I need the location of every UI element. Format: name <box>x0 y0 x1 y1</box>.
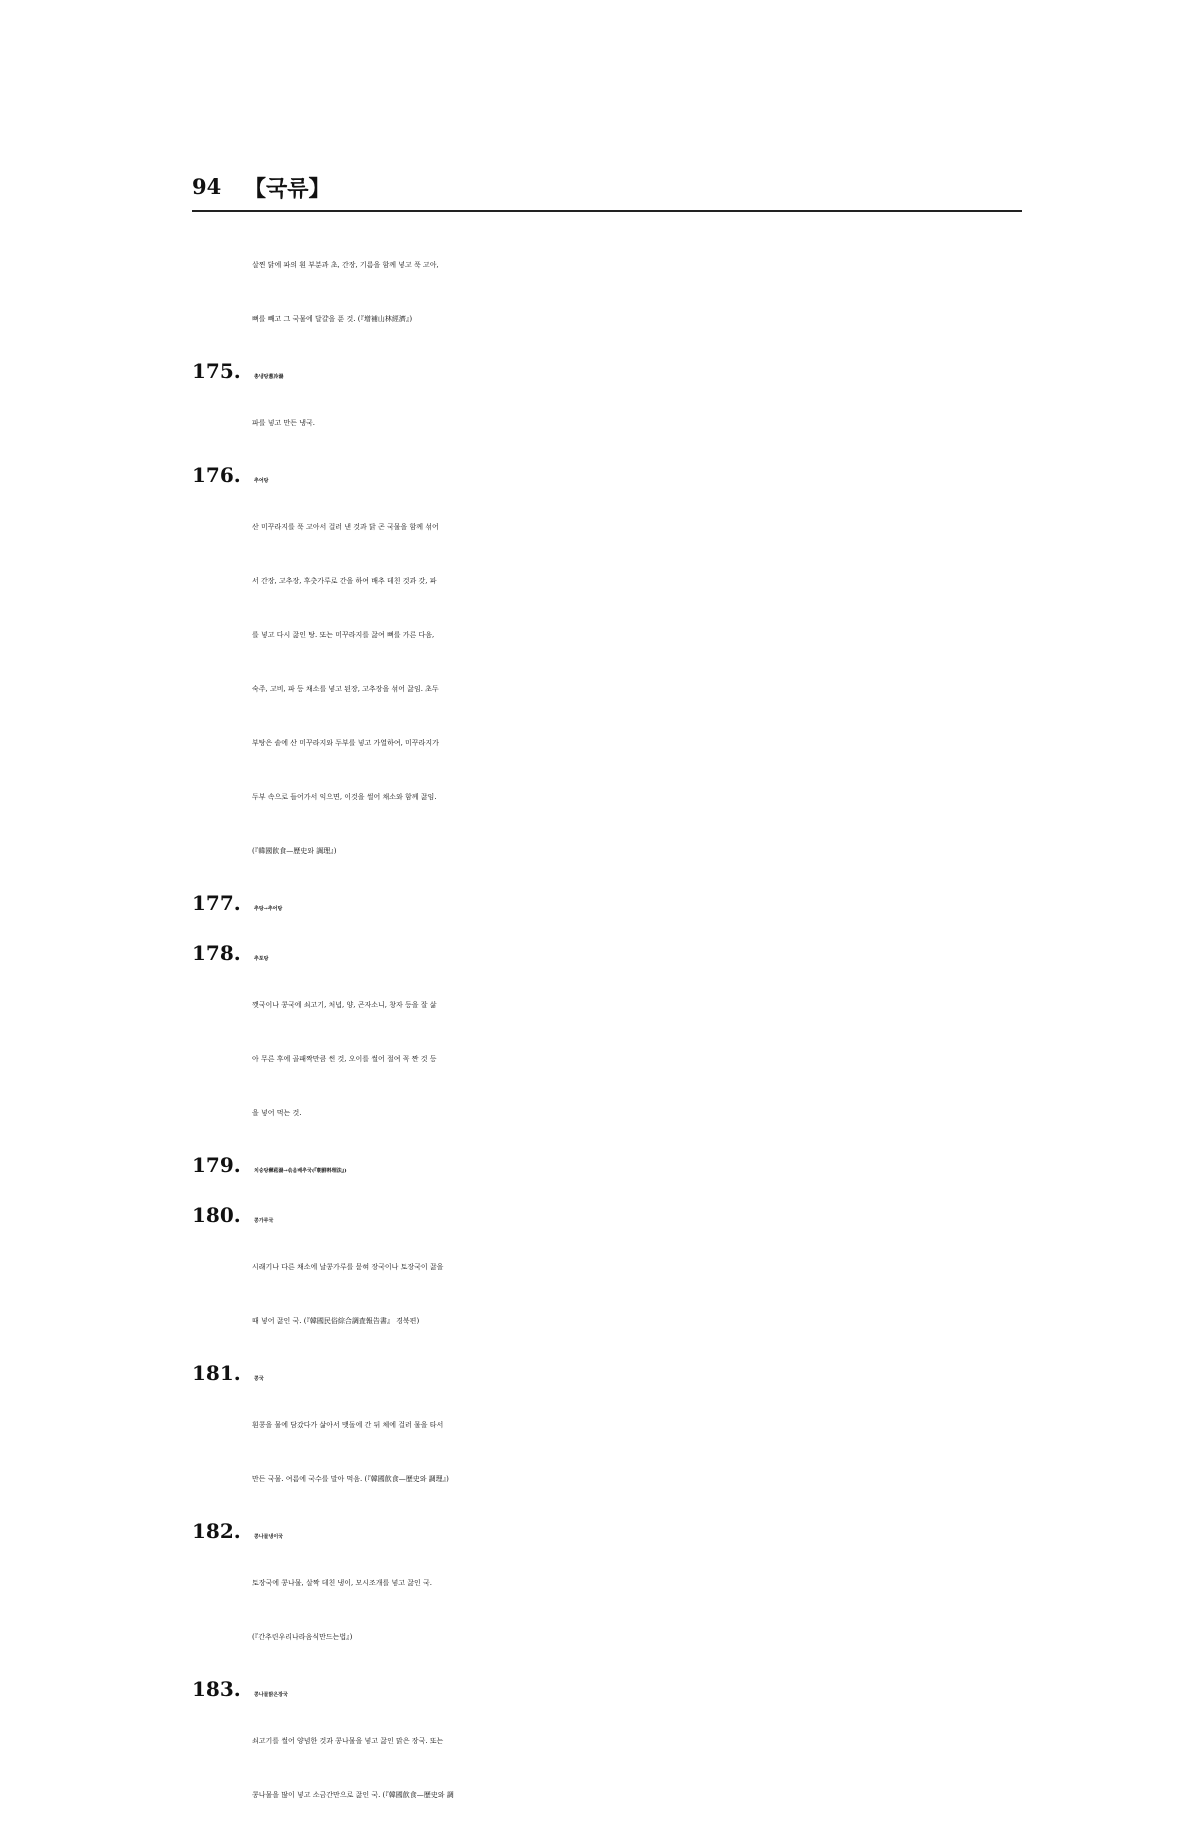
body-text-line: (『간추린우리나라음식만드는법』) <box>252 1633 353 1641</box>
entry-heading <box>192 878 1032 928</box>
body-text-line: 콩나물을 많이 넣고 소금간만으로 끓인 국. (『韓國飮食—歷史와 調 <box>252 1791 454 1799</box>
body-text-line: 살찐 닭에 파의 흰 부분과 초, 간장, 기름을 함께 넣고 푹 고아, <box>252 261 439 269</box>
entry-heading <box>192 1348 1032 1398</box>
entry-number: 177. <box>192 891 241 915</box>
entry-title: 추어탕 <box>254 478 269 484</box>
entry-heading <box>192 1190 1032 1240</box>
body-text-line: 파를 넣고 만든 냉국. <box>252 419 315 427</box>
body-text-line: 시래기나 다른 채소에 날콩가루를 묻혀 장국이나 토장국이 끓을 <box>252 1263 444 1271</box>
body-text-line: 흰콩을 물에 담갔다가 삶아서 맷돌에 간 뒤 체에 걸러 물을 타서 <box>252 1421 444 1429</box>
body-text-line: 두부 속으로 들어가서 익으면, 이것을 썰어 채소와 함께 끓임. <box>252 793 437 801</box>
entry-title: 콩나물냉이국 <box>254 1534 283 1540</box>
entry-heading <box>192 928 1032 978</box>
entry-title: 콩가루국 <box>254 1218 274 1224</box>
entry-heading <box>192 1506 1032 1556</box>
body-text-line: 부탕은 솥에 산 미꾸라지와 두부를 넣고 가열하여, 미꾸라지가 <box>252 739 439 747</box>
body-text-line: 뼈를 빼고 그 국물에 달걀을 푼 것. (『增補山林經濟』) <box>252 315 413 323</box>
body-text-line: 숙주, 고비, 파 등 채소를 넣고 된장, 고추장을 섞어 끓임. 초두 <box>252 685 439 693</box>
entry-heading <box>192 450 1032 500</box>
entry-title: 콩국 <box>254 1376 264 1382</box>
page-number: 94 <box>192 174 222 199</box>
body-text-line: 쇠고기를 썰어 양념한 것과 콩나물을 넣고 끓인 맑은 장국. 또는 <box>252 1737 444 1745</box>
entry-number: 183. <box>192 1677 241 1701</box>
body-text-line: 산 미꾸라지를 푹 고아서 걸러 낸 것과 닭 곤 국물을 함께 섞어 <box>252 523 439 531</box>
body-text-line: 만든 국물. 여름에 국수를 말아 먹음. (『韓國飮食—歷史와 調理』) <box>252 1475 449 1483</box>
entry-number: 175. <box>192 359 241 383</box>
body-text-line: 아 무른 후에 골패짝만큼 썬 것, 오이를 썰어 절여 꼭 짠 것 등 <box>252 1055 437 1063</box>
body-text-line: 때 넣어 끓인 국. (『韓國民俗綜合調査報告書』 경북편) <box>252 1317 420 1325</box>
entry-title: 추포탕 <box>254 956 269 962</box>
entry-number: 182. <box>192 1519 241 1543</box>
body-text-line: 을 넣어 먹는 것. <box>252 1109 302 1117</box>
section-title: 【국류】 <box>244 176 331 202</box>
entry-title: 추탕→추어탕 <box>254 906 283 912</box>
entry-number: 176. <box>192 463 241 487</box>
entry-title: 총냉탕葱冷湯 <box>254 374 284 380</box>
entry-number: 179. <box>192 1153 241 1177</box>
body-text-line: 를 넣고 다시 끓인 탕. 또는 미꾸라지를 끓여 뼈를 가른 다음, <box>252 631 435 639</box>
body-text-line: 토장국에 콩나물, 살짝 데친 냉이, 모시조개를 넣고 끓인 국. <box>252 1579 433 1587</box>
body-text-line: (『韓國飮食—歷史와 調理』) <box>252 847 337 855</box>
entry-number: 181. <box>192 1361 241 1385</box>
entry-number: 178. <box>192 941 241 965</box>
entry-heading <box>192 1664 1032 1714</box>
entry-number: 180. <box>192 1203 241 1227</box>
entry-heading <box>192 1140 1032 1190</box>
entry-heading <box>192 346 1032 396</box>
entry-title: 콩나물맑은장국 <box>254 1692 288 1698</box>
entry-title: 치숭탕穉菘湯→솎음배추국(『朝鮮料理法』) <box>254 1168 347 1174</box>
body-text-line: 서 간장, 고추장, 후춧가루로 간을 하여 배추 데친 것과 갓, 파 <box>252 577 437 585</box>
body-text-line: 깻국이나 콩국에 쇠고기, 처녑, 양, 곤자소니, 창자 등을 잘 삶 <box>252 1001 437 1009</box>
page-body <box>192 238 1032 1822</box>
page-header <box>192 170 1022 212</box>
